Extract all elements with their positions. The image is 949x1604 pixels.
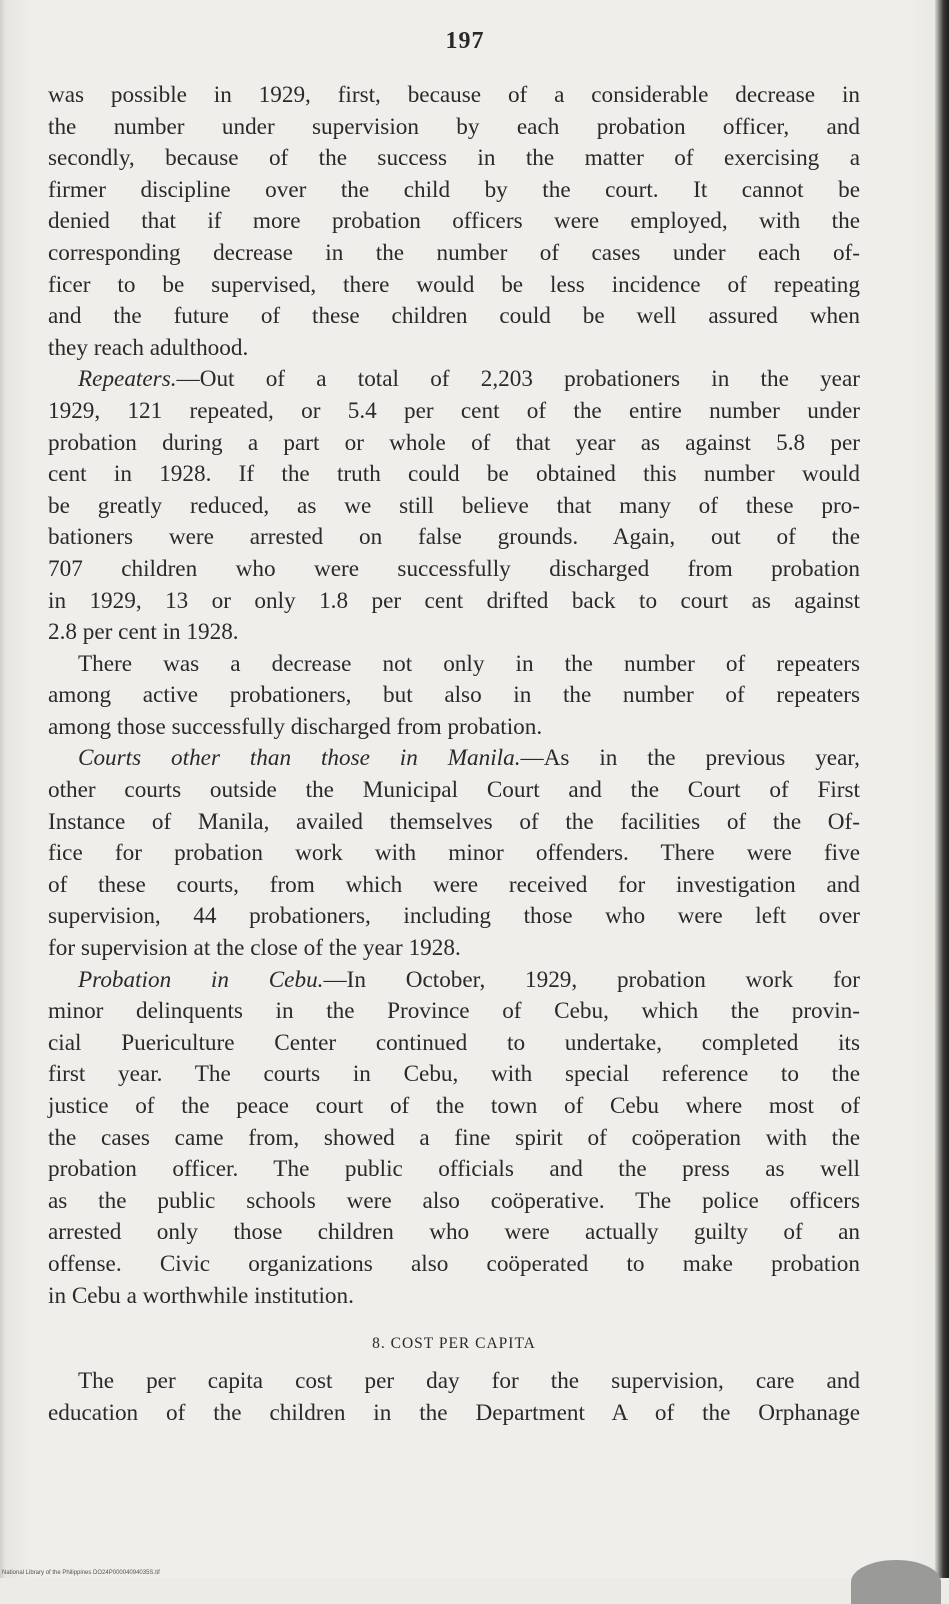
text-line: they reach adulthood. bbox=[48, 334, 249, 361]
text-line: corresponding decrease in the number of cases under each of- bbox=[48, 239, 860, 266]
text-line: for supervision at the close of the year 1928. bbox=[48, 935, 461, 962]
paragraph-cost-per-capita bbox=[48, 1366, 860, 1429]
text-line: justice of the peace court of the town of Cebu where most of bbox=[48, 1093, 860, 1119]
text-line: Instance of Manila, availed themselves of the facilities of the Of- bbox=[48, 808, 860, 835]
text-line bbox=[48, 743, 860, 775]
scan-corner-shadow bbox=[851, 1560, 941, 1604]
text-line: was possible in 1929, first, because of a considerable decrease in bbox=[48, 82, 860, 108]
text-line: cial Puericulture Center continued to undertake, completed its bbox=[48, 1029, 860, 1056]
text-line: arrested only those children who were actually guilty of an bbox=[48, 1219, 860, 1246]
text-line: The per capita cost per day for the supervision, care and bbox=[78, 1368, 860, 1394]
paragraph-courts-other-than-manila bbox=[48, 743, 860, 964]
text-line bbox=[48, 364, 860, 396]
text-line: ficer to be supervised, there would be less incidence of repeating bbox=[48, 271, 860, 298]
text-line: probation officer. The public officials and the press as well bbox=[48, 1156, 860, 1183]
run-in-heading: Probation in Cebu. bbox=[78, 966, 324, 993]
section-heading: 8. COST PER CAPITA bbox=[372, 1335, 536, 1352]
text-line: other courts outside the Municipal Court and the Court of First bbox=[48, 777, 860, 804]
text-line bbox=[48, 965, 860, 997]
text-line: in Cebu a worthwhile institution. bbox=[48, 1282, 354, 1309]
text-line: denied that if more probation officers were employed, with the bbox=[48, 208, 860, 235]
text-line: minor delinquents in the Province of Cebu, which the provin- bbox=[48, 998, 860, 1025]
text-line: first year. The courts in Cebu, with special reference to the bbox=[48, 1061, 860, 1088]
run-in-heading: Courts other than those in Manila. bbox=[78, 745, 521, 772]
text-run: —In October, 1929, probation work for bbox=[323, 966, 860, 993]
text-line: in 1929, 13 or only 1.8 per cent drifted back to court as against bbox=[48, 587, 860, 614]
text-line: 707 children who were successfully discharged from probation bbox=[48, 555, 860, 582]
text-run: —Out of a total of 2,203 probationers in the year bbox=[176, 366, 860, 393]
page-number: 197 bbox=[445, 28, 485, 54]
page-right-edge bbox=[935, 0, 949, 1578]
text-line: among active probationers, but also in the number of repeaters bbox=[48, 682, 860, 709]
paragraph-probation-in-cebu bbox=[48, 965, 860, 1313]
text-line: supervision, 44 probationers, including those who were left over bbox=[48, 903, 860, 930]
body-text bbox=[48, 80, 860, 1312]
page-left-edge bbox=[0, 0, 6, 1578]
text-line: be greatly reduced, as we still believe that many of these pro- bbox=[48, 492, 860, 519]
text-line: 1929, 121 repeated, or 5.4 per cent of the entire number under bbox=[48, 397, 860, 424]
text-line: offense. Civic organizations also coöperated to make probation bbox=[48, 1250, 860, 1277]
text-line: bationers were arrested on false grounds. Again, out of the bbox=[48, 524, 860, 551]
paragraph bbox=[48, 649, 860, 744]
text-line: cent in 1928. If the truth could be obtained this number would bbox=[48, 461, 860, 488]
text-line: the cases came from, showed a fine spirit of coöperation with the bbox=[48, 1124, 860, 1151]
text-line: among those successfully discharged from probation. bbox=[48, 713, 543, 740]
text-line: and the future of these children could be well assured when bbox=[48, 303, 860, 330]
scan-footer-caption: National Library of the Philippines DO24P00004094035S.tif bbox=[2, 1570, 160, 1576]
text-line: firmer discipline over the child by the court. It cannot be bbox=[48, 176, 860, 203]
paragraph bbox=[48, 80, 860, 364]
text-line: the number under supervision by each probation officer, and bbox=[48, 113, 860, 140]
run-in-heading: Repeaters. bbox=[78, 366, 177, 393]
text-line: fice for probation work with minor offenders. There were five bbox=[48, 840, 860, 867]
paragraph-repeaters bbox=[48, 364, 860, 648]
text-line: education of the children in the Department A of the Orphanage bbox=[48, 1399, 860, 1426]
text-line: of these courts, from which were received for investigation and bbox=[48, 871, 860, 898]
text-line: There was a decrease not only in the number of repeaters bbox=[78, 650, 860, 677]
text-line: probation during a part or whole of that year as against 5.8 per bbox=[48, 429, 860, 456]
text-line: as the public schools were also coöperative. The police officers bbox=[48, 1187, 860, 1214]
text-line: secondly, because of the success in the matter of exercising a bbox=[48, 145, 860, 172]
text-line: 2.8 per cent in 1928. bbox=[48, 619, 239, 646]
text-run: —As in the previous year, bbox=[520, 745, 860, 772]
